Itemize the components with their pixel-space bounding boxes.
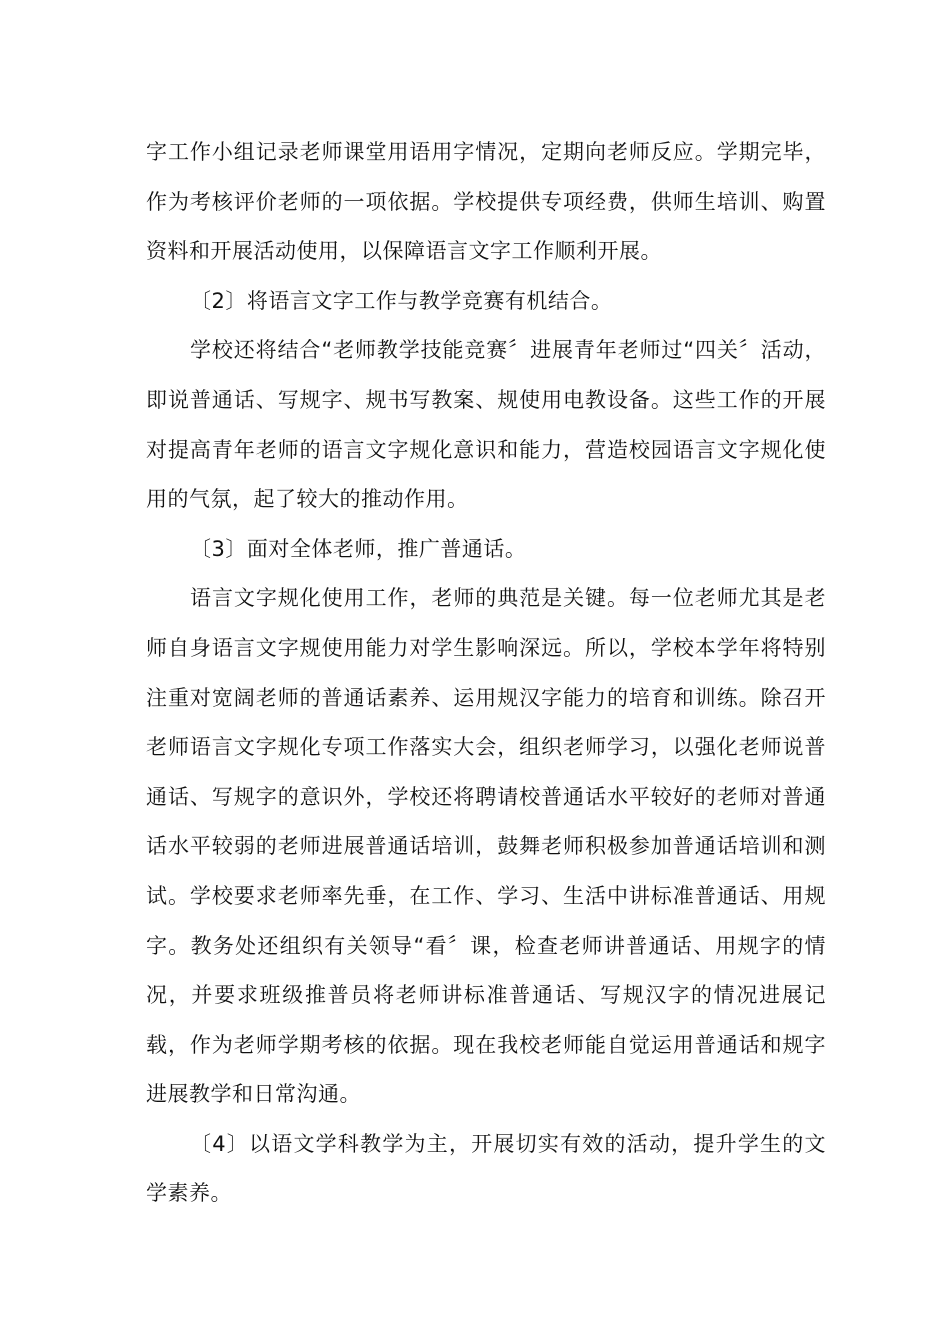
paragraph-4-heading: 〔3〕面对全体老师，推广普通话。 bbox=[190, 536, 527, 561]
paragraph-3: 学校还将结合“老师教学技能竞赛〞进展青年老师过“四关〞活动，即说普通话、写规字、规书写教案、规使用电教设备。这些工作的开展对提高青年老师的语言文字规化意识和能力，营造校园语言文字规化使用的气氛，起了较大的推动作用。 bbox=[146, 338, 826, 512]
paragraph-6-heading: 〔4〕以语文学科教学为主，开展切实有效的活动，提升学生的文学素养。 bbox=[146, 1131, 826, 1206]
paragraph-2-heading: 〔2〕将语言文字工作与教学竞赛有机结合。 bbox=[190, 288, 613, 313]
document-body bbox=[146, 128, 826, 1219]
paragraph-1: 字工作小组记录老师课堂用语用字情况，定期向老师反应。学期完毕，作为考核评价老师的一项依据。学校提供专项经费，供师生培训、购置资料和开展活动使用，以保障语言文字工作顺利开展。 bbox=[146, 140, 826, 264]
paragraph-5: 语言文字规化使用工作，老师的典范是关键。每一位老师尤其是老师自身语言文字规使用能力对学生影响深远。所以，学校本学年将特别注重对宽阔老师的普通话素养、运用规汉字能力的培育和训练。除召开老师语言文字规化专项工作落实大会，组织老师学习，以强化老师说普通话、写规字的意识外，学校还将聘请校普通话水平较好的老师对普通话水平较弱的老师进展普通话培训，鼓舞老师积极参加普通话培训和测试。学校要求老师率先垂，在工作、学习、生活中讲标准普通话、用规字。教务处还组织有关领导“看〞课，检查老师讲普通话、用规字的情况，并要求班级推普员将老师讲标准普通话、写规汉字的情况进展记载，作为老师学期考核的依据。现在我校老师能自觉运用普通话和规字进展教学和日常沟通。 bbox=[146, 586, 826, 1107]
